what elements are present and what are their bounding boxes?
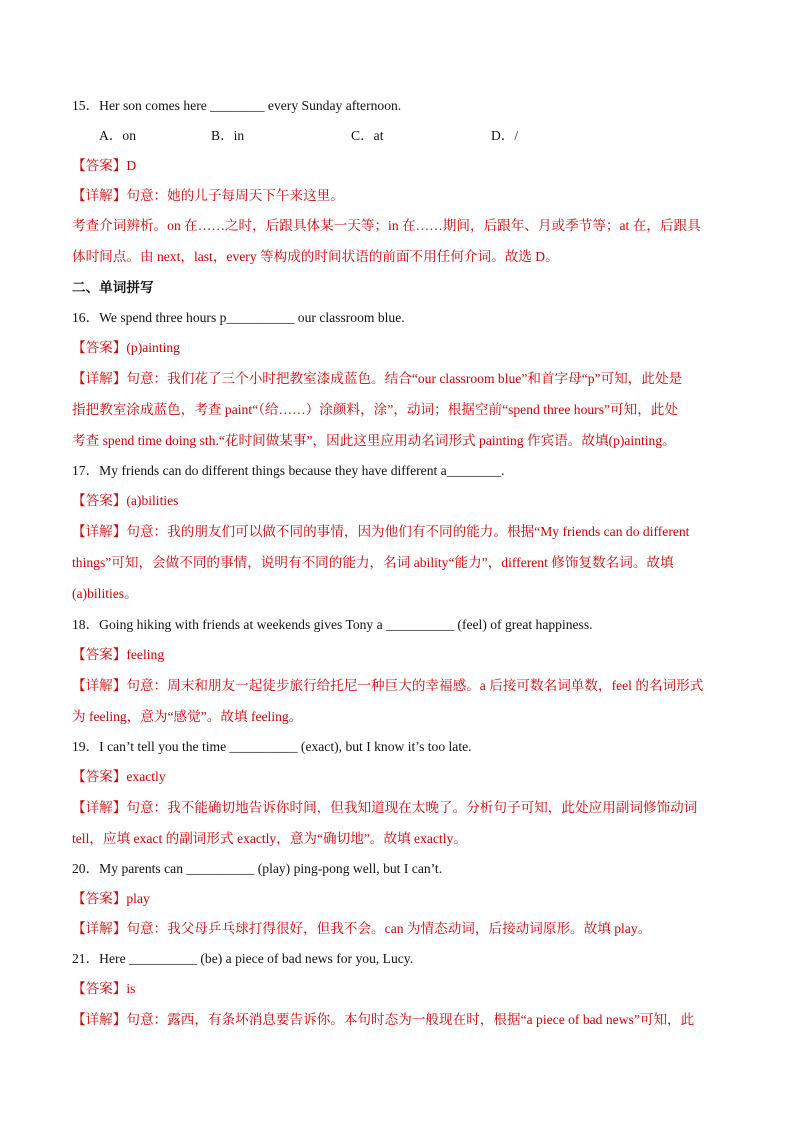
question-16-detail-line: 指把教室涂成蓝色，考查 paint“（给……）涂颜料，涂”，动词；根据空前“spend three hours”可知，此处 xyxy=(72,402,678,417)
question-21-answer: 【答案】is xyxy=(72,981,136,996)
option-b: B．in xyxy=(211,128,245,143)
question-15-stem: 15．Her son comes here ________ every Sunday afternoon. xyxy=(72,98,402,113)
question-15-detail-line: 考查介词辨析。on 在……之时，后跟具体某一天等；in 在……期间，后跟年、月或季节等；at 在，后跟具 xyxy=(72,218,701,233)
option-a: A．on xyxy=(99,128,137,143)
question-17-detail-line: (a)bilities。 xyxy=(72,586,138,601)
question-20-answer: 【答案】play xyxy=(72,891,150,906)
question-15-answer: 【答案】D xyxy=(72,158,137,173)
question-19-detail-line: tell，应填 exact 的副词形式 exactly，意为“确切地”。故填 exactly。 xyxy=(72,831,467,846)
question-20-stem: 20．My parents can __________ (play) ping-pong well, but I can’t. xyxy=(72,861,443,876)
question-21-detail-line: 【详解】句意：露西，有条坏消息要告诉你。本句时态为一般现在时，根据“a piece of bad news”可知，此 xyxy=(72,1012,695,1027)
question-18-detail-line: 【详解】句意：周末和朋友一起徒步旅行给托尼一种巨大的幸福感。a 后接可数名词单数，feel 的名词形式 xyxy=(72,678,704,693)
question-16-detail-line: 【详解】句意：我们花了三个小时把教室漆成蓝色。结合“our classroom blue”和首字母“p”可知，此处是 xyxy=(72,371,683,386)
option-d: D．/ xyxy=(491,128,519,143)
section-heading: 二、单词拼写 xyxy=(72,280,154,295)
question-15-options xyxy=(72,127,728,145)
question-21-stem: 21．Here __________ (be) a piece of bad news for you, Lucy. xyxy=(72,951,414,966)
option-c: C．at xyxy=(351,128,384,143)
question-18-stem: 18．Going hiking with friends at weekends gives Tony a __________ (feel) of great happiness. xyxy=(72,617,593,632)
question-20-detail-line: 【详解】句意：我父母乒乓球打得很好，但我不会。can 为情态动词，后接动词原形。故填 play。 xyxy=(72,921,652,936)
question-17-detail-line: things”可知，会做不同的事情，说明有不同的能力，名词 ability“能力”，different 修饰复数名词。故填 xyxy=(72,555,674,570)
question-17-answer: 【答案】(a)bilities xyxy=(72,493,179,508)
question-19-stem: 19．I can’t tell you the time __________ (exact), but I know it’s too late. xyxy=(72,739,472,754)
question-16-answer: 【答案】(p)ainting xyxy=(72,340,180,355)
question-16-stem: 16．We spend three hours p__________ our classroom blue. xyxy=(72,310,405,325)
question-15-detail-line: 【详解】句意：她的儿子每周天下午来这里。 xyxy=(72,188,344,203)
question-18-detail-line: 为 feeling，意为“感觉”。故填 feeling。 xyxy=(72,709,303,724)
question-19-answer: 【答案】exactly xyxy=(72,769,166,784)
question-15-detail-line: 体时间点。由 next，last，every 等构成的时间状语的前面不用任何介词。故选 D。 xyxy=(72,249,559,264)
question-17-stem: 17．My friends can do different things because they have different a________. xyxy=(72,463,505,478)
question-17-detail-line: 【详解】句意：我的朋友们可以做不同的事情，因为他们有不同的能力。根据“My friends can do different xyxy=(72,524,690,539)
question-18-answer: 【答案】feeling xyxy=(72,647,165,662)
question-19-detail-line: 【详解】句意：我不能确切地告诉你时间，但我知道现在太晚了。分析句子可知，此处应用副词修饰动词 xyxy=(72,800,698,815)
question-16-detail-line: 考查 spend time doing sth.“花时间做某事”，因此这里应用动名词形式 painting 作宾语。故填(p)ainting。 xyxy=(72,433,676,448)
